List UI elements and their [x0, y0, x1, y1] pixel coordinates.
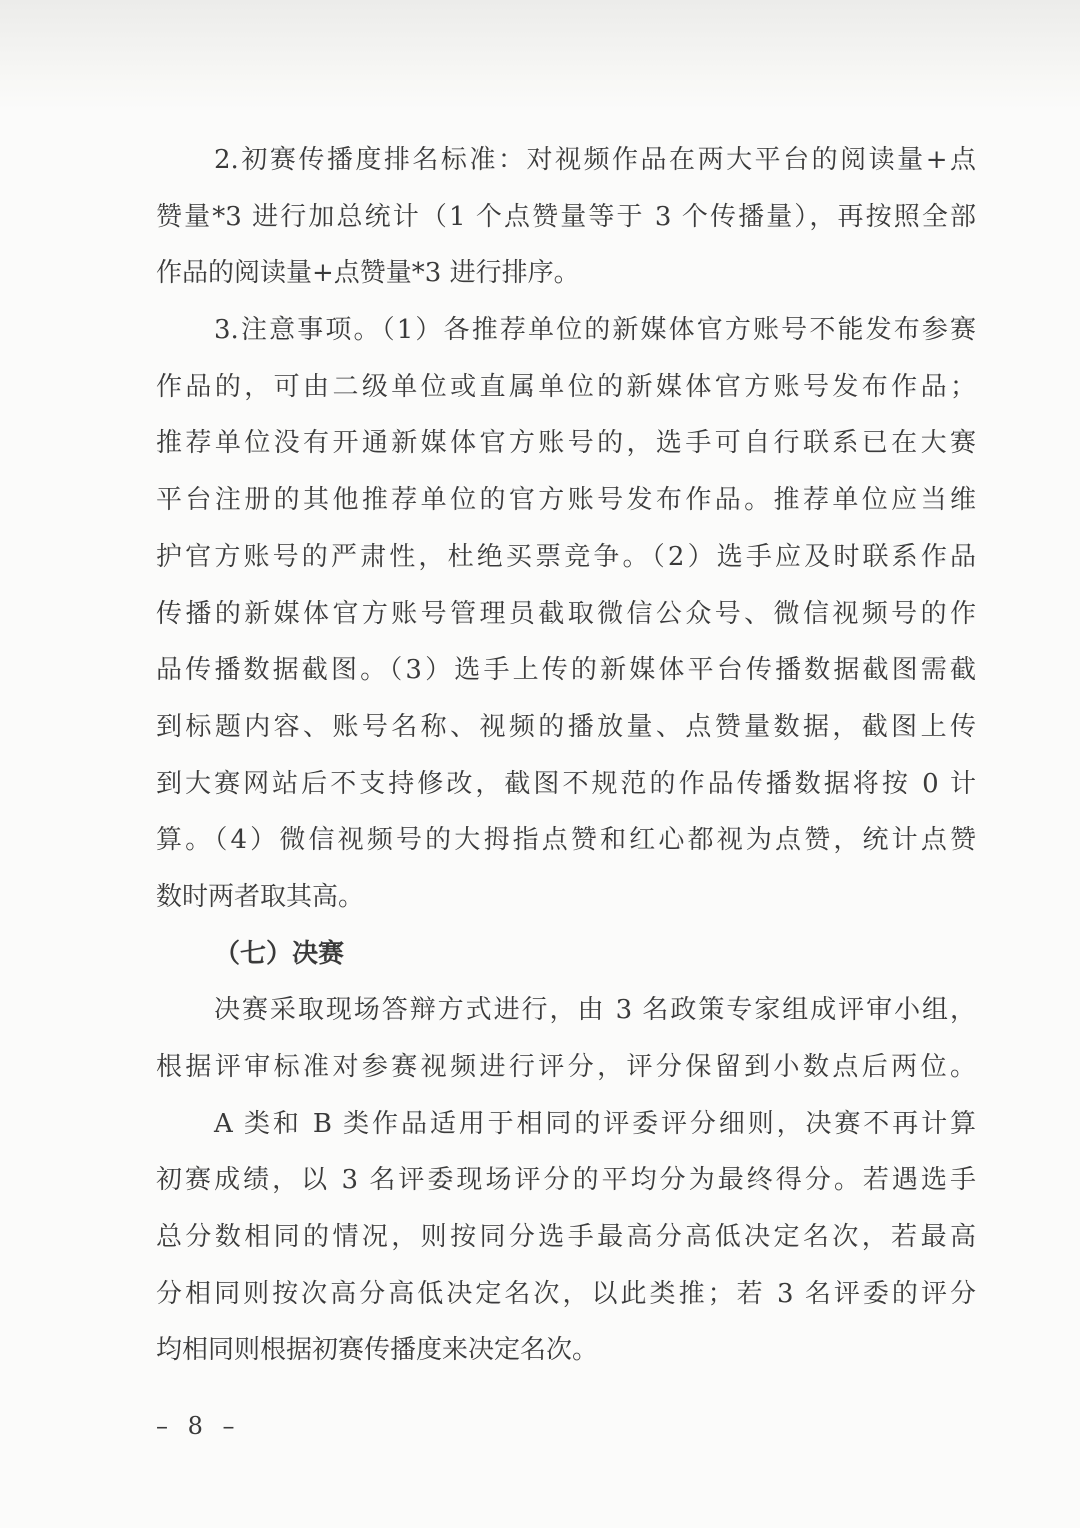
paragraph-line: 算。（4）微信视频号的大拇指点赞和红心都视为点赞，统计点赞 — [156, 825, 976, 856]
paragraph-line: 推荐单位没有开通新媒体官方账号的，选手可自行联系已在大赛 — [156, 428, 976, 459]
paragraph-line: 传播的新媒体官方账号管理员截取微信公众号、微信视频号的作 — [156, 598, 976, 629]
paragraph-line: 数时两者取其高。 — [156, 881, 365, 912]
paragraph-line: 决赛采取现场答辩方式进行，由 3 名政策专家组成评审小组， — [214, 995, 976, 1026]
document-body — [156, 132, 976, 1379]
paragraph-line: A 类和 B 类作品适用于相同的评委评分细则，决赛不再计算 — [214, 1108, 976, 1139]
paragraph-line: 护官方账号的严肃性，杜绝买票竞争。（2）选手应及时联系作品 — [156, 541, 976, 572]
paragraph-line: 平台注册的其他推荐单位的官方账号发布作品。推荐单位应当维 — [156, 485, 976, 516]
paragraph-line: 作品的，可由二级单位或直属单位的新媒体官方账号发布作品； — [156, 371, 976, 402]
paragraph-line: 赞量*3 进行加总统计（1 个点赞量等于 3 个传播量），再按照全部 — [156, 201, 976, 232]
paragraph-line: 作品的阅读量+点赞量*3 进行排序。 — [156, 258, 580, 289]
page-number: – 8 – — [156, 1412, 241, 1440]
paragraph-line: 均相同则根据初赛传播度来决定名次。 — [156, 1335, 599, 1366]
paragraph-line: 到标题内容、账号名称、视频的播放量、点赞量数据，截图上传 — [156, 711, 976, 742]
section-heading: （七）决赛 — [214, 938, 345, 969]
paragraph-line: 3.注意事项。（1）各推荐单位的新媒体官方账号不能发布参赛 — [214, 315, 976, 346]
paragraph-line: 到大赛网站后不支持修改，截图不规范的作品传播数据将按 0 计 — [156, 768, 976, 799]
scan-shadow — [0, 0, 1080, 110]
paragraph-line: 品传播数据截图。（3）选手上传的新媒体平台传播数据截图需截 — [156, 655, 976, 686]
paragraph-line: 根据评审标准对参赛视频进行评分，评分保留到小数点后两位。 — [156, 1052, 976, 1082]
paragraph-line: 分相同则按次高分高低决定名次，以此类推；若 3 名评委的评分 — [156, 1278, 976, 1309]
paragraph-line: 初赛成绩，以 3 名评委现场评分的平均分为最终得分。若遇选手 — [156, 1165, 976, 1196]
paragraph-line: 2.初赛传播度排名标准：对视频作品在两大平台的阅读量+点 — [214, 145, 976, 175]
paragraph-line: 总分数相同的情况，则按同分选手最高分高低决定名次，若最高 — [156, 1222, 976, 1253]
